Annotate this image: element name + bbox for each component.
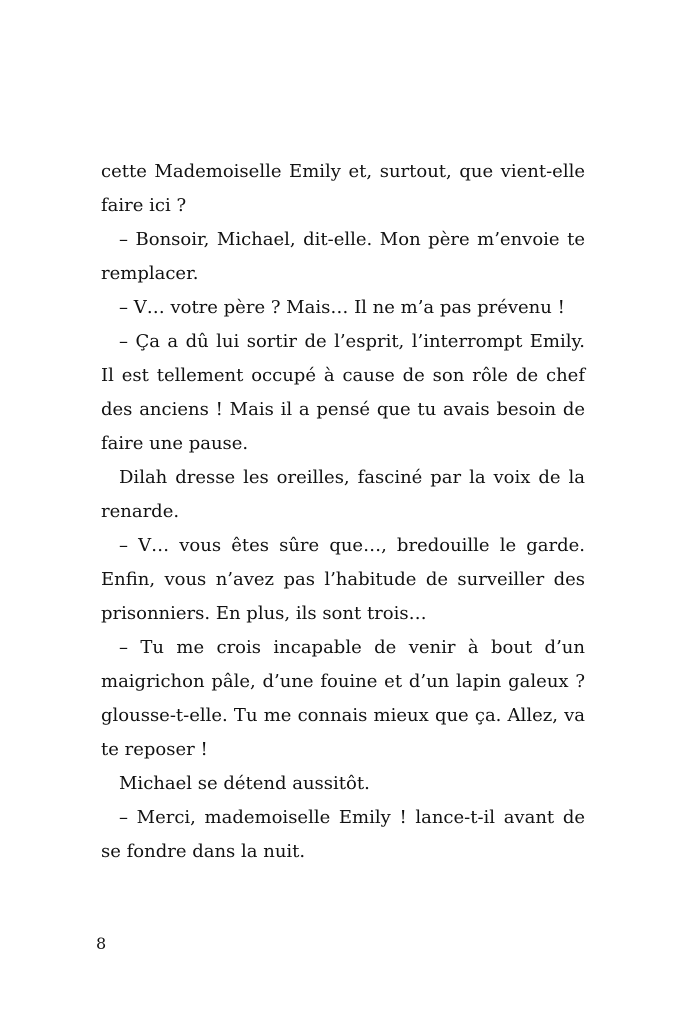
paragraph-narration: Michael se détend aussitôt. [119, 773, 370, 794]
paragraph-dialogue: – V… votre père ? Mais… Il ne m’a pas prévenu ! [119, 297, 565, 318]
paragraph-dialogue: – Merci, mademoiselle Emily ! lance-t-il avant de se fondre dans la nuit. [101, 807, 585, 862]
paragraph-dialogue: – V… vous êtes sûre que…, bredouille le garde. Enfin, vous n’avez pas l’habitude de surveiller des prisonniers. En plus, ils sont trois… [101, 535, 585, 624]
paragraph-dialogue: – Tu me crois incapable de venir à bout d’un maigrichon pâle, d’une fouine et d’un lapin galeux ? glousse-t-elle. Tu me connais mieux que ça. Allez, va te reposer ! [101, 637, 585, 760]
paragraph-narration: Dilah dresse les oreilles, fasciné par la voix de la renarde. [101, 467, 585, 522]
paragraph-continuation: cette Mademoiselle Emily et, surtout, que vient-elle faire ici ? [101, 161, 585, 216]
body-text [101, 155, 585, 869]
paragraph-dialogue: – Ça a dû lui sortir de l’esprit, l’interrompt Emily. Il est tellement occupé à cause de son rôle de chef des anciens ! Mais il a pensé que tu avais besoin de faire une pause. [101, 331, 585, 454]
paragraph-dialogue: – Bonsoir, Michael, dit-elle. Mon père m’envoie te remplacer. [101, 229, 585, 284]
page-number: 8 [96, 934, 107, 953]
